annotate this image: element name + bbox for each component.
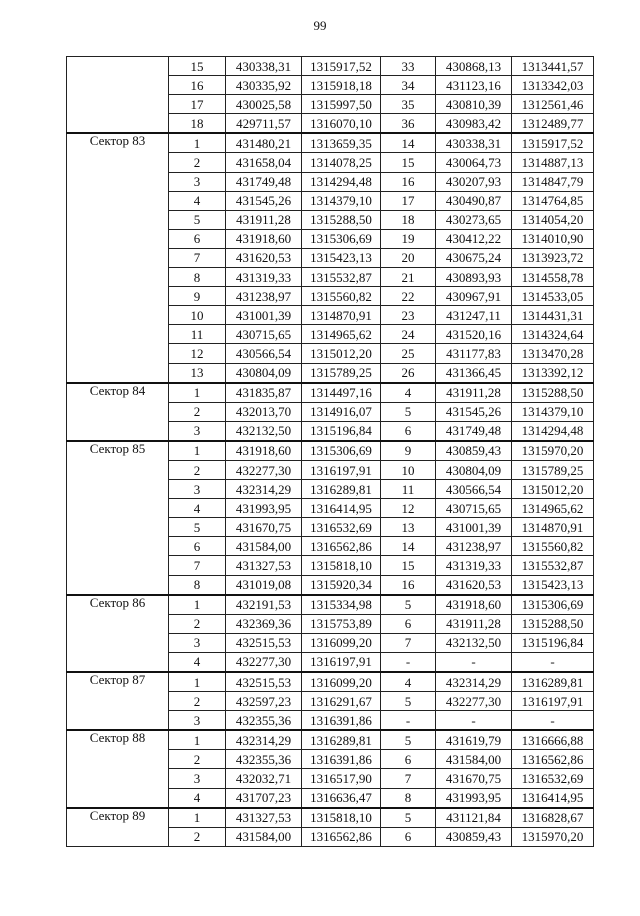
- point-number: 6: [381, 827, 436, 846]
- x-coordinate: 432277,30: [226, 652, 302, 672]
- x-coordinate: 431545,26: [226, 191, 302, 210]
- y-coordinate: 1314010,90: [512, 229, 594, 248]
- x-coordinate: 431123,16: [436, 76, 512, 95]
- y-coordinate: 1316532,69: [512, 769, 594, 788]
- x-coordinate: 431238,97: [226, 287, 302, 306]
- point-number: 23: [381, 306, 436, 325]
- y-coordinate: 1316099,20: [302, 633, 381, 652]
- sector-label: Сектор 85: [67, 441, 169, 595]
- x-coordinate: 431993,95: [436, 788, 512, 808]
- point-number: 1: [169, 383, 226, 403]
- point-number: 15: [169, 57, 226, 76]
- y-coordinate: 1314294,48: [512, 421, 594, 441]
- point-number: 13: [169, 363, 226, 383]
- x-coordinate: 430715,65: [436, 499, 512, 518]
- x-coordinate: 430983,42: [436, 114, 512, 134]
- point-number: 8: [381, 788, 436, 808]
- x-coordinate: 430338,31: [436, 133, 512, 153]
- y-coordinate: 1314870,91: [512, 518, 594, 537]
- point-number: 7: [169, 248, 226, 267]
- point-number: 11: [381, 480, 436, 499]
- x-coordinate: 431584,00: [226, 537, 302, 556]
- x-coordinate: 431993,95: [226, 499, 302, 518]
- point-number: 2: [169, 750, 226, 769]
- point-number: 5: [381, 808, 436, 828]
- point-number: 1: [169, 441, 226, 461]
- x-coordinate: 432032,71: [226, 769, 302, 788]
- point-number: 5: [381, 595, 436, 615]
- x-coordinate: 431918,60: [436, 595, 512, 615]
- x-coordinate: 431019,08: [226, 575, 302, 595]
- y-coordinate: 1314431,31: [512, 306, 594, 325]
- x-coordinate: -: [436, 652, 512, 672]
- point-number: 4: [169, 652, 226, 672]
- x-coordinate: 430566,54: [226, 344, 302, 363]
- point-number: 34: [381, 76, 436, 95]
- point-number: 6: [381, 750, 436, 769]
- point-number: 26: [381, 363, 436, 383]
- table-row: [67, 133, 594, 153]
- x-coordinate: 432132,50: [226, 421, 302, 441]
- point-number: 2: [169, 827, 226, 846]
- y-coordinate: 1315753,89: [302, 614, 381, 633]
- y-coordinate: 1314764,85: [512, 191, 594, 210]
- y-coordinate: 1315012,20: [512, 480, 594, 499]
- y-coordinate: 1314324,64: [512, 325, 594, 344]
- x-coordinate: 430335,92: [226, 76, 302, 95]
- x-coordinate: 430412,22: [436, 229, 512, 248]
- y-coordinate: 1316289,81: [302, 480, 381, 499]
- y-coordinate: 1316562,86: [512, 750, 594, 769]
- sector-label: Сектор 84: [67, 383, 169, 441]
- y-coordinate: 1314533,05: [512, 287, 594, 306]
- point-number: 2: [169, 614, 226, 633]
- point-number: 1: [169, 730, 226, 750]
- point-number: 1: [169, 595, 226, 615]
- x-coordinate: 432597,23: [226, 692, 302, 711]
- x-coordinate: 431918,60: [226, 441, 302, 461]
- point-number: 14: [381, 133, 436, 153]
- x-coordinate: 431001,39: [226, 306, 302, 325]
- x-coordinate: 432369,36: [226, 614, 302, 633]
- y-coordinate: -: [512, 711, 594, 731]
- y-coordinate: 1315532,87: [512, 556, 594, 575]
- x-coordinate: 431327,53: [226, 556, 302, 575]
- x-coordinate: 431658,04: [226, 153, 302, 172]
- point-number: 4: [381, 672, 436, 692]
- point-number: 2: [169, 402, 226, 421]
- x-coordinate: 431707,23: [226, 788, 302, 808]
- y-coordinate: 1314847,79: [512, 172, 594, 191]
- x-coordinate: 431749,48: [436, 421, 512, 441]
- y-coordinate: 1315306,69: [512, 595, 594, 615]
- point-number: 16: [381, 172, 436, 191]
- x-coordinate: 432314,29: [436, 672, 512, 692]
- table-row: [67, 595, 594, 615]
- table-row: [67, 57, 594, 76]
- x-coordinate: 430810,39: [436, 95, 512, 114]
- y-coordinate: 1316197,91: [302, 652, 381, 672]
- y-coordinate: 1313470,28: [512, 344, 594, 363]
- y-coordinate: 1315917,52: [302, 57, 381, 76]
- x-coordinate: 430868,13: [436, 57, 512, 76]
- point-number: 14: [381, 537, 436, 556]
- x-coordinate: 430967,91: [436, 287, 512, 306]
- x-coordinate: -: [436, 711, 512, 731]
- coordinates-table: [66, 56, 594, 847]
- y-coordinate: 1314887,13: [512, 153, 594, 172]
- y-coordinate: 1315560,82: [302, 287, 381, 306]
- x-coordinate: 431584,00: [436, 750, 512, 769]
- page-number: 99: [313, 18, 327, 33]
- x-coordinate: 432355,36: [226, 711, 302, 731]
- point-number: -: [381, 711, 436, 731]
- y-coordinate: 1315012,20: [302, 344, 381, 363]
- y-coordinate: 1315560,82: [512, 537, 594, 556]
- x-coordinate: 430675,24: [436, 248, 512, 267]
- x-coordinate: 430715,65: [226, 325, 302, 344]
- x-coordinate: 430859,43: [436, 441, 512, 461]
- sector-label: Сектор 89: [67, 808, 169, 847]
- point-number: 4: [381, 383, 436, 403]
- point-number: 6: [381, 421, 436, 441]
- point-number: 4: [169, 788, 226, 808]
- x-coordinate: 429711,57: [226, 114, 302, 134]
- x-coordinate: 432132,50: [436, 633, 512, 652]
- point-number: 7: [381, 633, 436, 652]
- x-coordinate: 430859,43: [436, 827, 512, 846]
- y-coordinate: 1314965,62: [302, 325, 381, 344]
- y-coordinate: 1314965,62: [512, 499, 594, 518]
- point-number: 1: [169, 808, 226, 828]
- x-coordinate: 431749,48: [226, 172, 302, 191]
- y-coordinate: 1315920,34: [302, 575, 381, 595]
- y-coordinate: 1314379,10: [302, 191, 381, 210]
- point-number: 1: [169, 133, 226, 153]
- y-coordinate: 1315423,13: [512, 575, 594, 595]
- y-coordinate: 1315789,25: [512, 460, 594, 479]
- y-coordinate: 1315917,52: [512, 133, 594, 153]
- y-coordinate: 1315196,84: [512, 633, 594, 652]
- y-coordinate: 1313659,35: [302, 133, 381, 153]
- y-coordinate: 1315970,20: [512, 441, 594, 461]
- point-number: 5: [381, 730, 436, 750]
- y-coordinate: 1316532,69: [302, 518, 381, 537]
- y-coordinate: 1314294,48: [302, 172, 381, 191]
- x-coordinate: 431177,83: [436, 344, 512, 363]
- point-number: 9: [169, 287, 226, 306]
- sector-label: Сектор 86: [67, 595, 169, 672]
- y-coordinate: -: [512, 652, 594, 672]
- y-coordinate: 1315423,13: [302, 248, 381, 267]
- x-coordinate: 430338,31: [226, 57, 302, 76]
- point-number: 16: [381, 575, 436, 595]
- x-coordinate: 431520,16: [436, 325, 512, 344]
- x-coordinate: 430490,87: [436, 191, 512, 210]
- point-number: 16: [169, 76, 226, 95]
- point-number: 5: [381, 402, 436, 421]
- table-row: [67, 808, 594, 828]
- y-coordinate: 1316197,91: [302, 460, 381, 479]
- x-coordinate: 432314,29: [226, 480, 302, 499]
- x-coordinate: 431480,21: [226, 133, 302, 153]
- x-coordinate: 431247,11: [436, 306, 512, 325]
- y-coordinate: 1316289,81: [512, 672, 594, 692]
- point-number: 2: [169, 460, 226, 479]
- y-coordinate: 1312489,77: [512, 114, 594, 134]
- point-number: 24: [381, 325, 436, 344]
- y-coordinate: 1315334,98: [302, 595, 381, 615]
- x-coordinate: 430804,09: [436, 460, 512, 479]
- y-coordinate: 1315818,10: [302, 556, 381, 575]
- point-number: 18: [169, 114, 226, 134]
- x-coordinate: 431620,53: [436, 575, 512, 595]
- y-coordinate: 1316517,90: [302, 769, 381, 788]
- y-coordinate: 1314916,07: [302, 402, 381, 421]
- point-number: -: [381, 652, 436, 672]
- point-number: 1: [169, 672, 226, 692]
- x-coordinate: 430273,65: [436, 210, 512, 229]
- point-number: 3: [169, 633, 226, 652]
- y-coordinate: 1315818,10: [302, 808, 381, 828]
- table-row: [67, 383, 594, 403]
- point-number: 13: [381, 518, 436, 537]
- point-number: 3: [169, 172, 226, 191]
- y-coordinate: 1316289,81: [302, 730, 381, 750]
- x-coordinate: 430893,93: [436, 268, 512, 287]
- x-coordinate: 431670,75: [226, 518, 302, 537]
- y-coordinate: 1314078,25: [302, 153, 381, 172]
- point-number: 3: [169, 421, 226, 441]
- x-coordinate: 432277,30: [226, 460, 302, 479]
- x-coordinate: 432314,29: [226, 730, 302, 750]
- x-coordinate: 431584,00: [226, 827, 302, 846]
- point-number: 8: [169, 268, 226, 287]
- x-coordinate: 431319,33: [436, 556, 512, 575]
- x-coordinate: 431670,75: [436, 769, 512, 788]
- point-number: 3: [169, 711, 226, 731]
- sector-label: Сектор 88: [67, 730, 169, 807]
- y-coordinate: 1316562,86: [302, 537, 381, 556]
- point-number: 6: [169, 229, 226, 248]
- x-coordinate: 432355,36: [226, 750, 302, 769]
- point-number: 8: [169, 575, 226, 595]
- point-number: 21: [381, 268, 436, 287]
- sector-label: Сектор 83: [67, 133, 169, 382]
- y-coordinate: 1315306,69: [302, 441, 381, 461]
- point-number: 7: [381, 769, 436, 788]
- x-coordinate: 431620,53: [226, 248, 302, 267]
- x-coordinate: 431001,39: [436, 518, 512, 537]
- point-number: 18: [381, 210, 436, 229]
- y-coordinate: 1316391,86: [302, 750, 381, 769]
- point-number: 12: [381, 499, 436, 518]
- point-number: 17: [381, 191, 436, 210]
- point-number: 15: [381, 556, 436, 575]
- sector-label: Сектор 87: [67, 672, 169, 730]
- y-coordinate: 1314870,91: [302, 306, 381, 325]
- y-coordinate: 1315532,87: [302, 268, 381, 287]
- y-coordinate: 1315970,20: [512, 827, 594, 846]
- y-coordinate: 1313923,72: [512, 248, 594, 267]
- point-number: 5: [381, 692, 436, 711]
- y-coordinate: 1315997,50: [302, 95, 381, 114]
- x-coordinate: 431545,26: [436, 402, 512, 421]
- y-coordinate: 1312561,46: [512, 95, 594, 114]
- x-coordinate: 432515,53: [226, 633, 302, 652]
- x-coordinate: 432515,53: [226, 672, 302, 692]
- point-number: 22: [381, 287, 436, 306]
- y-coordinate: 1316099,20: [302, 672, 381, 692]
- y-coordinate: 1316391,86: [302, 711, 381, 731]
- x-coordinate: 430804,09: [226, 363, 302, 383]
- point-number: 6: [169, 537, 226, 556]
- point-number: 6: [381, 614, 436, 633]
- y-coordinate: 1316414,95: [302, 499, 381, 518]
- table-row: [67, 730, 594, 750]
- x-coordinate: 431319,33: [226, 268, 302, 287]
- x-coordinate: 430064,73: [436, 153, 512, 172]
- point-number: 36: [381, 114, 436, 134]
- point-number: 9: [381, 441, 436, 461]
- table-row: [67, 441, 594, 461]
- x-coordinate: 432191,53: [226, 595, 302, 615]
- x-coordinate: 431911,28: [436, 383, 512, 403]
- point-number: 33: [381, 57, 436, 76]
- y-coordinate: 1313392,12: [512, 363, 594, 383]
- point-number: 12: [169, 344, 226, 363]
- x-coordinate: 431619,79: [436, 730, 512, 750]
- y-coordinate: 1313342,03: [512, 76, 594, 95]
- point-number: 2: [169, 153, 226, 172]
- point-number: 25: [381, 344, 436, 363]
- point-number: 7: [169, 556, 226, 575]
- x-coordinate: 432277,30: [436, 692, 512, 711]
- sector-label: [67, 57, 169, 134]
- y-coordinate: 1316562,86: [302, 827, 381, 846]
- point-number: 15: [381, 153, 436, 172]
- y-coordinate: 1316197,91: [512, 692, 594, 711]
- point-number: 5: [169, 518, 226, 537]
- point-number: 10: [381, 460, 436, 479]
- point-number: 5: [169, 210, 226, 229]
- point-number: 3: [169, 480, 226, 499]
- x-coordinate: 431121,84: [436, 808, 512, 828]
- y-coordinate: 1315288,50: [512, 383, 594, 403]
- x-coordinate: 431911,28: [436, 614, 512, 633]
- point-number: 10: [169, 306, 226, 325]
- point-number: 17: [169, 95, 226, 114]
- x-coordinate: 431918,60: [226, 229, 302, 248]
- x-coordinate: 431911,28: [226, 210, 302, 229]
- point-number: 4: [169, 191, 226, 210]
- x-coordinate: 430566,54: [436, 480, 512, 499]
- y-coordinate: 1316666,88: [512, 730, 594, 750]
- point-number: 20: [381, 248, 436, 267]
- y-coordinate: 1315306,69: [302, 229, 381, 248]
- y-coordinate: 1315288,50: [302, 210, 381, 229]
- x-coordinate: 431835,87: [226, 383, 302, 403]
- point-number: 4: [169, 499, 226, 518]
- point-number: 3: [169, 769, 226, 788]
- coordinates-table-body: [67, 57, 594, 847]
- x-coordinate: 431366,45: [436, 363, 512, 383]
- point-number: 19: [381, 229, 436, 248]
- y-coordinate: 1316414,95: [512, 788, 594, 808]
- point-number: 35: [381, 95, 436, 114]
- y-coordinate: 1315789,25: [302, 363, 381, 383]
- y-coordinate: 1314558,78: [512, 268, 594, 287]
- y-coordinate: 1316291,67: [302, 692, 381, 711]
- x-coordinate: 430207,93: [436, 172, 512, 191]
- y-coordinate: 1313441,57: [512, 57, 594, 76]
- y-coordinate: 1314497,16: [302, 383, 381, 403]
- point-number: 2: [169, 692, 226, 711]
- y-coordinate: 1315918,18: [302, 76, 381, 95]
- y-coordinate: 1316070,10: [302, 114, 381, 134]
- x-coordinate: 432013,70: [226, 402, 302, 421]
- y-coordinate: 1315196,84: [302, 421, 381, 441]
- x-coordinate: 431327,53: [226, 808, 302, 828]
- y-coordinate: 1316636,47: [302, 788, 381, 808]
- y-coordinate: 1314054,20: [512, 210, 594, 229]
- x-coordinate: 430025,58: [226, 95, 302, 114]
- point-number: 11: [169, 325, 226, 344]
- y-coordinate: 1316828,67: [512, 808, 594, 828]
- table-row: [67, 672, 594, 692]
- y-coordinate: 1314379,10: [512, 402, 594, 421]
- x-coordinate: 431238,97: [436, 537, 512, 556]
- y-coordinate: 1315288,50: [512, 614, 594, 633]
